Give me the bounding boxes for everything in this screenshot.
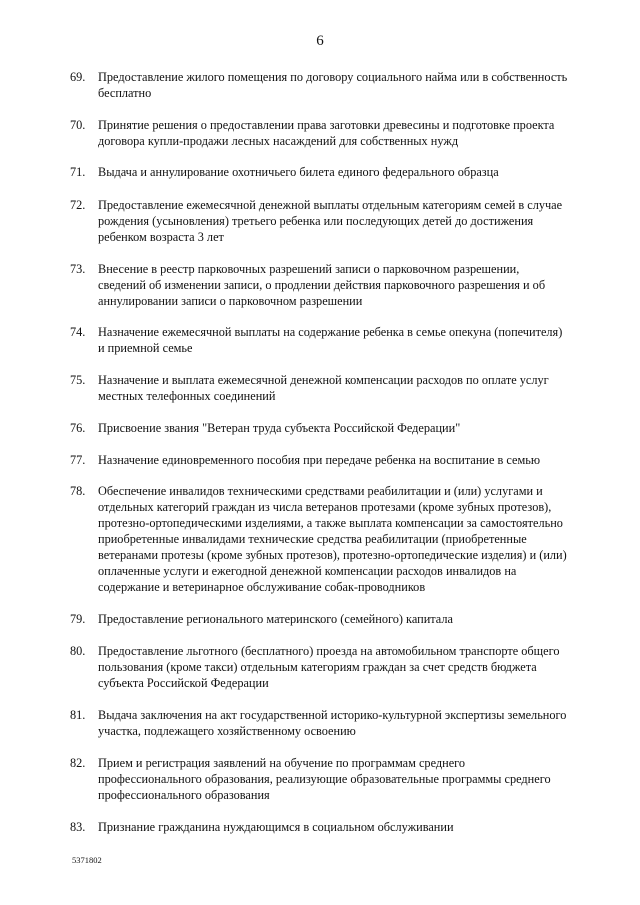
item-number: 82. bbox=[70, 756, 86, 770]
list-item bbox=[70, 452, 570, 468]
list-item bbox=[70, 483, 570, 595]
item-text: Признание гражданина нуждающимся в социальном обслуживании bbox=[98, 820, 454, 834]
item-text: Предоставление льготного (бесплатного) проезда на автомобильном транспорте общего пользования (кроме такси) отдельным категориям граждан за счет средств бюджета субъекта Российской Федерации bbox=[98, 644, 560, 690]
page-number: 6 bbox=[316, 33, 324, 49]
item-text: Внесение в реестр парковочных разрешений записи о парковочном разрешении, сведений об изменении записи, о продлении действия парковочного разрешения и об аннулировании записи о парковочном разрешении bbox=[98, 262, 546, 308]
item-number: 83. bbox=[70, 820, 86, 834]
item-number: 81. bbox=[70, 708, 86, 722]
list-item bbox=[70, 197, 570, 245]
item-text: Принятие решения о предоставлении права заготовки древесины и подготовке проекта договора купли-продажи лесных насаждений для собственных нужд bbox=[98, 118, 555, 148]
list-item bbox=[70, 420, 570, 436]
list-item bbox=[70, 372, 570, 404]
item-text: Обеспечение инвалидов техническими средствами реабилитации и (или) услугами и отдельных категорий граждан из числа ветеранов протезами (кроме зубных протезов), протезно-ортопедическими изделиями, а также выплата компенсации за самостоятельно приобретенные инвалидами технические средства реабилитации (приобретенные ветеранами протезы (кроме зубных протезов), протезно-ортопедические изделия) и (или) оплаченные услуги и ежегодной денежной компенсации расходов инвалидов на содержание и ветеринарное обслуживание собак-проводников bbox=[98, 484, 567, 594]
item-number: 76. bbox=[70, 421, 86, 435]
item-number: 69. bbox=[70, 70, 86, 84]
item-number: 80. bbox=[70, 644, 86, 658]
item-number: 71. bbox=[70, 165, 86, 179]
item-number: 74. bbox=[70, 325, 86, 339]
item-text: Назначение и выплата ежемесячной денежной компенсации расходов по оплате услуг местных телефонных соединений bbox=[98, 373, 549, 403]
item-text: Присвоение звания "Ветеран труда субъекта Российской Федерации" bbox=[98, 421, 461, 435]
list-item bbox=[70, 611, 570, 627]
list-item bbox=[70, 755, 570, 803]
item-text: Назначение единовременного пособия при передаче ребенка на воспитание в семью bbox=[98, 453, 541, 467]
item-number: 77. bbox=[70, 453, 86, 467]
item-number: 70. bbox=[70, 118, 86, 132]
list-item bbox=[70, 819, 570, 835]
item-text: Выдача и аннулирование охотничьего билета единого федерального образца bbox=[98, 165, 499, 179]
item-number: 73. bbox=[70, 262, 86, 276]
list-item bbox=[70, 117, 570, 149]
item-text: Выдача заключения на акт государственной историко-культурной экспертизы земельного участка, подлежащего хозяйственному освоению bbox=[98, 708, 567, 738]
item-number: 78. bbox=[70, 484, 86, 498]
item-text: Прием и регистрация заявлений на обучение по программам среднего профессионального образования, реализующие образовательные программы среднего профессионального образования bbox=[98, 756, 551, 802]
list-item bbox=[70, 69, 570, 101]
service-list bbox=[70, 69, 570, 835]
item-text: Предоставление регионального материнского (семейного) капитала bbox=[98, 612, 453, 626]
item-text: Предоставление ежемесячной денежной выплаты отдельным категориям семей в случае рождения (усыновления) третьего ребенка или последующих детей до достижения ребенком возраста 3 лет bbox=[98, 198, 563, 244]
item-number: 79. bbox=[70, 612, 86, 626]
item-number: 72. bbox=[70, 198, 86, 212]
list-item bbox=[70, 707, 570, 739]
item-number: 75. bbox=[70, 373, 86, 387]
item-text: Предоставление жилого помещения по договору социального найма или в собственность бесплатно bbox=[98, 70, 568, 100]
list-item bbox=[70, 324, 570, 356]
list-item bbox=[70, 261, 570, 309]
item-text: Назначение ежемесячной выплаты на содержание ребенка в семье опекуна (попечителя) и приемной семье bbox=[98, 325, 563, 355]
document-code: 5371802 bbox=[72, 855, 102, 865]
list-item bbox=[70, 164, 570, 180]
list-item bbox=[70, 643, 570, 691]
